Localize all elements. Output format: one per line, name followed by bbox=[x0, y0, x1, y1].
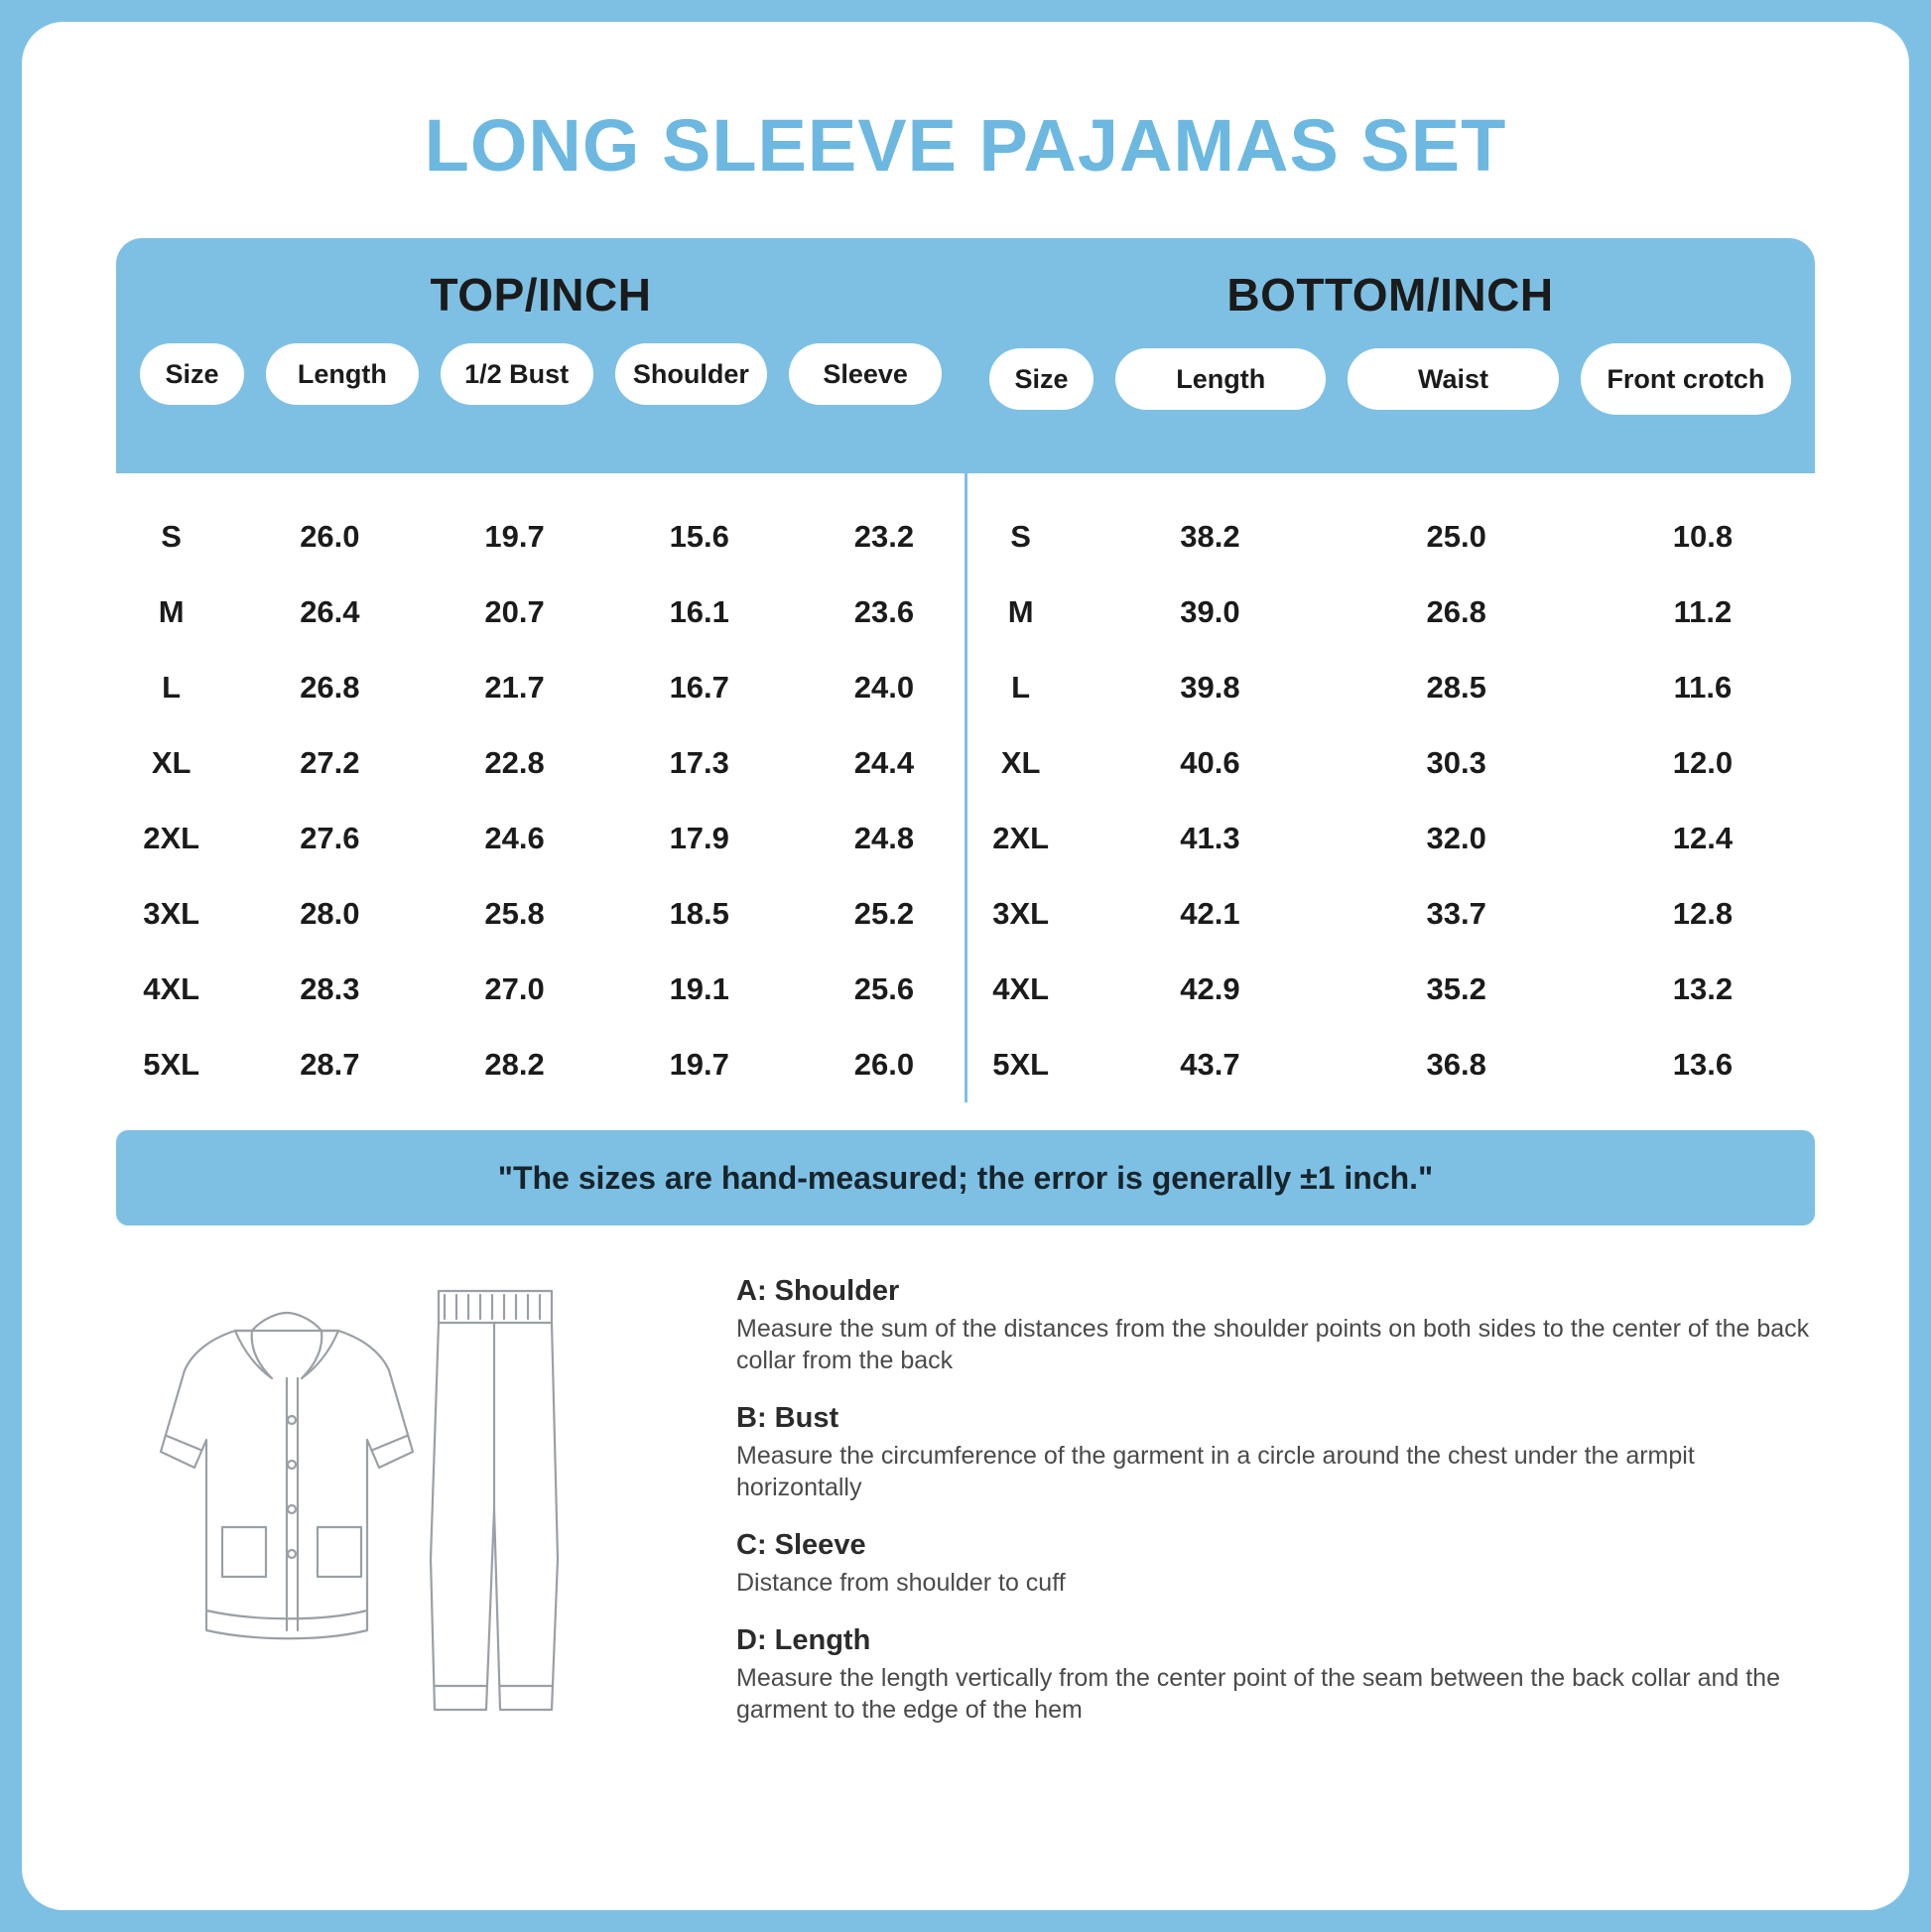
table-row bbox=[966, 575, 1815, 650]
cell-length: 26.0 bbox=[300, 519, 360, 554]
table-row bbox=[116, 650, 966, 725]
table-row bbox=[966, 876, 1815, 952]
cell-sleeve: 25.6 bbox=[853, 971, 915, 1006]
column-header-size: Size bbox=[989, 348, 1094, 410]
cell-waist: 35.2 bbox=[1426, 971, 1486, 1006]
cell-size: 4XL bbox=[992, 971, 1050, 1006]
column-header-length: Length bbox=[266, 343, 419, 405]
cell-sleeve: 23.2 bbox=[853, 519, 915, 554]
illustration-section bbox=[141, 1261, 1815, 1751]
cell-size: S bbox=[1010, 519, 1031, 554]
cell-shoulder: 17.9 bbox=[669, 821, 729, 855]
column-header-front-crotch: Front crotch bbox=[1581, 343, 1791, 415]
cell-size: L bbox=[162, 670, 182, 705]
table-row bbox=[116, 952, 966, 1027]
definition-text: Measure the length vertically from the center point of the seam between the back collar and the garment to the edge of the hem bbox=[736, 1664, 1780, 1724]
cell-size: XL bbox=[151, 745, 192, 780]
cell-size: 2XL bbox=[143, 821, 200, 855]
cell-length: 42.9 bbox=[1180, 971, 1240, 1006]
cell-size: 5XL bbox=[143, 1047, 200, 1082]
column-header-shoulder: Shoulder bbox=[615, 343, 768, 405]
cell-half-bust: 27.0 bbox=[484, 971, 545, 1006]
definition-length bbox=[736, 1624, 1815, 1726]
cell-length: 41.3 bbox=[1180, 821, 1240, 855]
table-row bbox=[116, 725, 966, 801]
definition-title: B: Bust bbox=[736, 1402, 839, 1434]
cell-half-bust: 22.8 bbox=[484, 745, 545, 780]
cell-shoulder: 19.1 bbox=[669, 971, 729, 1006]
table-row bbox=[966, 499, 1815, 575]
cell-length: 28.0 bbox=[300, 896, 360, 931]
definition-text: Measure the circumference of the garment in a circle around the chest under the armpit horizontally bbox=[736, 1442, 1695, 1501]
cell-waist: 26.8 bbox=[1426, 594, 1486, 629]
cell-front-crotch: 12.0 bbox=[1672, 745, 1734, 780]
cell-length: 39.0 bbox=[1180, 594, 1240, 629]
cell-front-crotch: 12.8 bbox=[1672, 896, 1734, 931]
definition-text: Measure the sum of the distances from the shoulder points on both sides to the center of the back collar from the back bbox=[736, 1315, 1810, 1374]
table-row bbox=[116, 801, 966, 876]
definition-bust bbox=[736, 1402, 1815, 1503]
cell-size: S bbox=[161, 519, 182, 554]
cell-front-crotch: 10.8 bbox=[1672, 519, 1734, 554]
cell-half-bust: 20.7 bbox=[484, 594, 545, 629]
table-row bbox=[116, 499, 966, 575]
cell-front-crotch: 13.2 bbox=[1672, 971, 1734, 1006]
size-tables bbox=[116, 238, 1815, 1102]
table-row bbox=[966, 725, 1815, 801]
cell-shoulder: 18.5 bbox=[669, 896, 729, 931]
cell-sleeve: 24.8 bbox=[853, 821, 915, 855]
cell-waist: 30.3 bbox=[1426, 745, 1486, 780]
definition-title: C: Sleeve bbox=[736, 1529, 866, 1561]
cell-length: 28.7 bbox=[300, 1047, 360, 1082]
cell-length: 42.1 bbox=[1180, 896, 1240, 931]
cell-waist: 25.0 bbox=[1426, 519, 1486, 554]
bottom-table-body bbox=[966, 473, 1815, 1102]
column-header-sleeve: Sleeve bbox=[789, 343, 942, 405]
top-table bbox=[116, 238, 966, 1102]
top-table-heading: TOP/INCH bbox=[430, 269, 652, 321]
table-row bbox=[116, 1027, 966, 1102]
table-divider bbox=[965, 473, 967, 1102]
cell-length: 28.3 bbox=[300, 971, 360, 1006]
page-title: LONG SLEEVE PAJAMAS SET bbox=[424, 104, 1507, 187]
cell-size: 2XL bbox=[992, 821, 1050, 855]
measurement-definitions bbox=[736, 1261, 1815, 1751]
cell-half-bust: 21.7 bbox=[484, 670, 545, 705]
top-table-body bbox=[116, 473, 966, 1102]
cell-length: 26.4 bbox=[300, 594, 360, 629]
cell-sleeve: 24.0 bbox=[853, 670, 915, 705]
table-row bbox=[966, 650, 1815, 725]
cell-front-crotch: 13.6 bbox=[1672, 1047, 1734, 1082]
cell-size: M bbox=[1007, 594, 1034, 629]
cell-size: 3XL bbox=[143, 896, 200, 931]
cell-shoulder: 16.7 bbox=[669, 670, 729, 705]
cell-waist: 36.8 bbox=[1426, 1047, 1486, 1082]
cell-waist: 28.5 bbox=[1426, 670, 1486, 705]
definition-shoulder bbox=[736, 1275, 1815, 1376]
bottom-table-column-pills bbox=[966, 343, 1815, 415]
cell-size: 3XL bbox=[992, 896, 1050, 931]
cell-waist: 32.0 bbox=[1426, 821, 1486, 855]
cell-length: 39.8 bbox=[1180, 670, 1240, 705]
cell-shoulder: 15.6 bbox=[669, 519, 729, 554]
cell-length: 27.6 bbox=[300, 821, 360, 855]
column-header-length: Length bbox=[1115, 348, 1326, 410]
cell-sleeve: 23.6 bbox=[853, 594, 915, 629]
top-table-header bbox=[116, 238, 966, 473]
cell-size: L bbox=[1011, 670, 1031, 705]
cell-length: 43.7 bbox=[1180, 1047, 1240, 1082]
cell-length: 26.8 bbox=[300, 670, 360, 705]
table-row bbox=[116, 876, 966, 952]
column-header-size: Size bbox=[140, 343, 244, 405]
cell-size: M bbox=[158, 594, 185, 629]
table-row bbox=[966, 1027, 1815, 1102]
cell-front-crotch: 11.2 bbox=[1673, 594, 1733, 629]
cell-sleeve: 24.4 bbox=[853, 745, 915, 780]
cell-size: 4XL bbox=[143, 971, 200, 1006]
table-row bbox=[116, 575, 966, 650]
cell-shoulder: 19.7 bbox=[669, 1047, 729, 1082]
table-row bbox=[966, 952, 1815, 1027]
cell-size: 5XL bbox=[992, 1047, 1050, 1082]
bottom-table-header bbox=[966, 238, 1815, 473]
cell-length: 27.2 bbox=[300, 745, 360, 780]
cell-half-bust: 25.8 bbox=[484, 896, 545, 931]
definition-text: Distance from shoulder to cuff bbox=[736, 1569, 1066, 1597]
definition-sleeve bbox=[736, 1529, 1815, 1599]
column-header-waist: Waist bbox=[1348, 348, 1558, 410]
cell-sleeve: 26.0 bbox=[853, 1047, 915, 1082]
cell-front-crotch: 11.6 bbox=[1673, 670, 1733, 705]
cell-length: 38.2 bbox=[1180, 519, 1240, 554]
chart-card bbox=[22, 22, 1909, 1910]
cell-half-bust: 28.2 bbox=[484, 1047, 545, 1082]
cell-size: XL bbox=[1000, 745, 1041, 780]
top-table-column-pills bbox=[116, 343, 966, 405]
cell-shoulder: 17.3 bbox=[669, 745, 729, 780]
cell-sleeve: 25.2 bbox=[853, 896, 915, 931]
cell-shoulder: 16.1 bbox=[669, 594, 729, 629]
column-header-half-bust: 1/2 Bust bbox=[441, 343, 593, 405]
cell-waist: 33.7 bbox=[1426, 896, 1486, 931]
measurement-note: "The sizes are hand-measured; the error is generally ±1 inch." bbox=[116, 1130, 1815, 1225]
cell-front-crotch: 12.4 bbox=[1672, 821, 1734, 855]
bottom-table bbox=[966, 238, 1815, 1102]
pajama-set-icon bbox=[141, 1261, 697, 1728]
cell-half-bust: 19.7 bbox=[484, 519, 545, 554]
definition-title: D: Length bbox=[736, 1624, 871, 1656]
definition-title: A: Shoulder bbox=[736, 1275, 900, 1307]
bottom-table-heading: BOTTOM/INCH bbox=[1226, 269, 1554, 321]
cell-half-bust: 24.6 bbox=[484, 821, 545, 855]
pajama-illustration bbox=[141, 1261, 697, 1728]
cell-length: 40.6 bbox=[1180, 745, 1240, 780]
table-row bbox=[966, 801, 1815, 876]
